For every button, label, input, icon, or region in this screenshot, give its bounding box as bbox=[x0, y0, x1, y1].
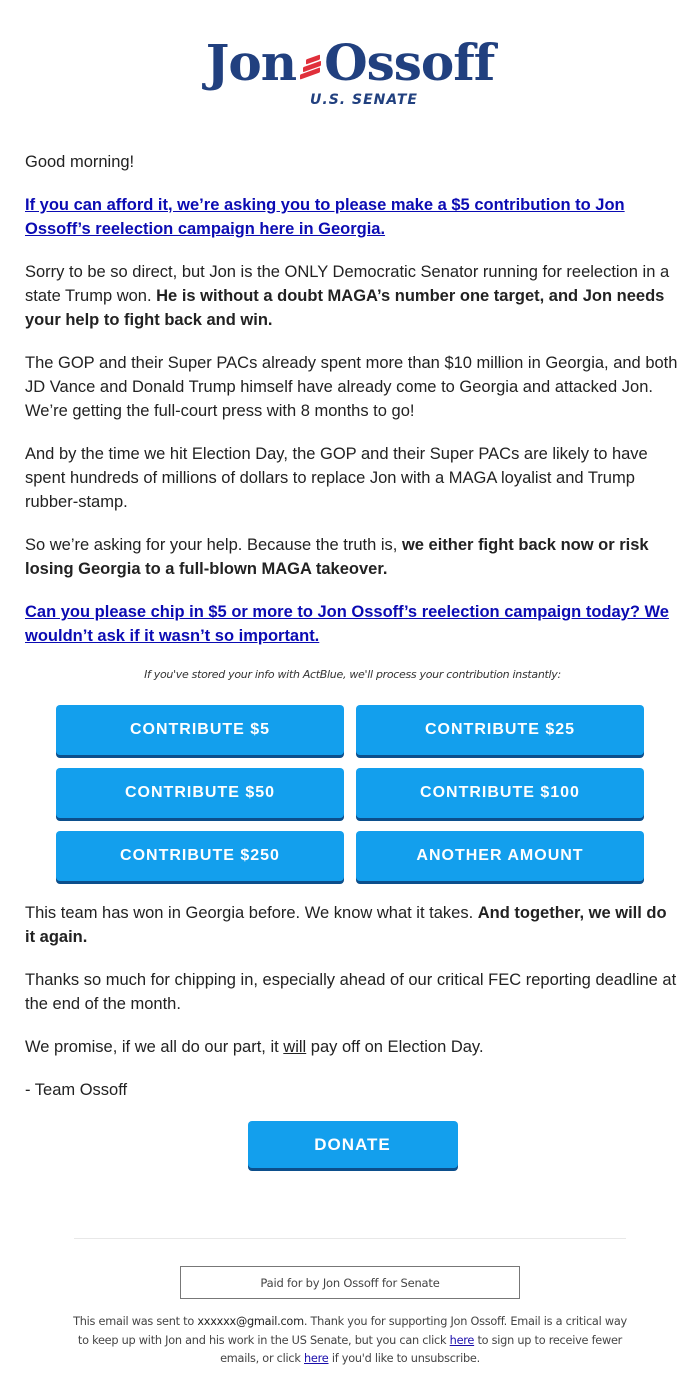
flag-stripes-icon bbox=[300, 48, 322, 78]
paid-for-disclaimer: Paid for by Jon Ossoff for Senate bbox=[180, 1266, 520, 1299]
contribute-50-button[interactable]: CONTRIBUTE $50 bbox=[56, 768, 344, 818]
paragraph-only-democrat bbox=[25, 260, 680, 332]
donate-button[interactable]: DONATE bbox=[248, 1121, 458, 1168]
logo-last-name: Ossoff bbox=[324, 33, 495, 92]
greeting: Good morning! bbox=[25, 153, 135, 171]
logo-subtitle: U.S. SENATE bbox=[310, 92, 418, 108]
chip-in-link[interactable]: Can you please chip in $5 or more to Jon Ossoff’s reelection campaign today? We wouldn’t ask if it wasn’t so important. bbox=[25, 603, 669, 645]
unsubscribe-link[interactable]: here bbox=[304, 1352, 329, 1365]
contribute-5-link[interactable]: If you can afford it, we’re asking you to please make a $5 contribution to Jon Ossoff’s reelection campaign here in Georgia. bbox=[25, 196, 625, 238]
underlined-word: will bbox=[283, 1038, 307, 1056]
contribute-250-button[interactable]: CONTRIBUTE $250 bbox=[56, 831, 344, 881]
paragraph-text: Sorry to be so direct, but Jon is the ONLY Democratic Senator running for reelection in a state Trump won. bbox=[25, 263, 670, 305]
paragraph-team-won bbox=[25, 901, 680, 949]
footer-text-part: . Thank you for supporting Jon Ossoff. Email is a critical way to keep up with Jon and his work in the US Senate, but you can click bbox=[77, 1315, 627, 1347]
recipient-email: xxxxxx@gmail.com bbox=[197, 1315, 304, 1328]
paragraph-ask bbox=[25, 533, 680, 581]
paragraph-thanks: Thanks so much for chipping in, especially ahead of our critical FEC reporting deadline at the end of the month. bbox=[25, 971, 677, 1013]
fewer-emails-link[interactable]: here bbox=[449, 1333, 475, 1347]
paragraph-bold-text: He is without a doubt MAGA’s number one target, and Jon needs your help to fight back and win. bbox=[25, 287, 665, 329]
paragraph-text: This team has won in Georgia before. We know what it takes. bbox=[25, 904, 478, 922]
contribute-100-button[interactable]: CONTRIBUTE $100 bbox=[356, 768, 644, 818]
contribution-buttons bbox=[56, 705, 680, 881]
signoff: - Team Ossoff bbox=[25, 1081, 128, 1099]
campaign-logo bbox=[0, 33, 700, 108]
footer-text bbox=[70, 1313, 630, 1369]
logo-first-name: Jon bbox=[205, 33, 297, 92]
footer-text-part: This email was sent to bbox=[73, 1315, 198, 1328]
paragraph-text: pay off on Election Day. bbox=[306, 1038, 484, 1056]
contribute-5-button[interactable]: CONTRIBUTE $5 bbox=[56, 705, 344, 755]
paragraph-bold-text: And together, we will do it again. bbox=[25, 904, 667, 946]
paragraph-gop-spending: The GOP and their Super PACs already spent more than $10 million in Georgia, and both JD Vance and Donald Trump himself have already come to Georgia and attacked Jon. We’re getting the full-court press with 8 months to go! bbox=[25, 354, 678, 420]
contribute-25-button[interactable]: CONTRIBUTE $25 bbox=[356, 705, 644, 755]
footer-divider bbox=[74, 1238, 626, 1239]
email-body bbox=[25, 150, 680, 1168]
paragraph-text: We promise, if we all do our part, it bbox=[25, 1038, 284, 1056]
paragraph-text: So we’re asking for your help. Because the truth is, bbox=[25, 536, 402, 554]
another-amount-button[interactable]: ANOTHER AMOUNT bbox=[356, 831, 644, 881]
actblue-note: If you've stored your info with ActBlue, we'll process your contribution instantly: bbox=[144, 668, 561, 681]
paragraph-bold-text: we either fight back now or risk losing Georgia to a full-blown MAGA takeover. bbox=[25, 536, 649, 578]
footer-text-part: to sign up to receive fewer emails, or click bbox=[220, 1333, 623, 1365]
paragraph-promise bbox=[25, 1035, 680, 1059]
footer-text-part: if you'd like to unsubscribe. bbox=[328, 1352, 480, 1365]
paragraph-election-day: And by the time we hit Election Day, the GOP and their Super PACs are likely to have spent hundreds of millions of dollars to replace Jon with a MAGA loyalist and Trump rubber-stamp. bbox=[25, 445, 648, 511]
